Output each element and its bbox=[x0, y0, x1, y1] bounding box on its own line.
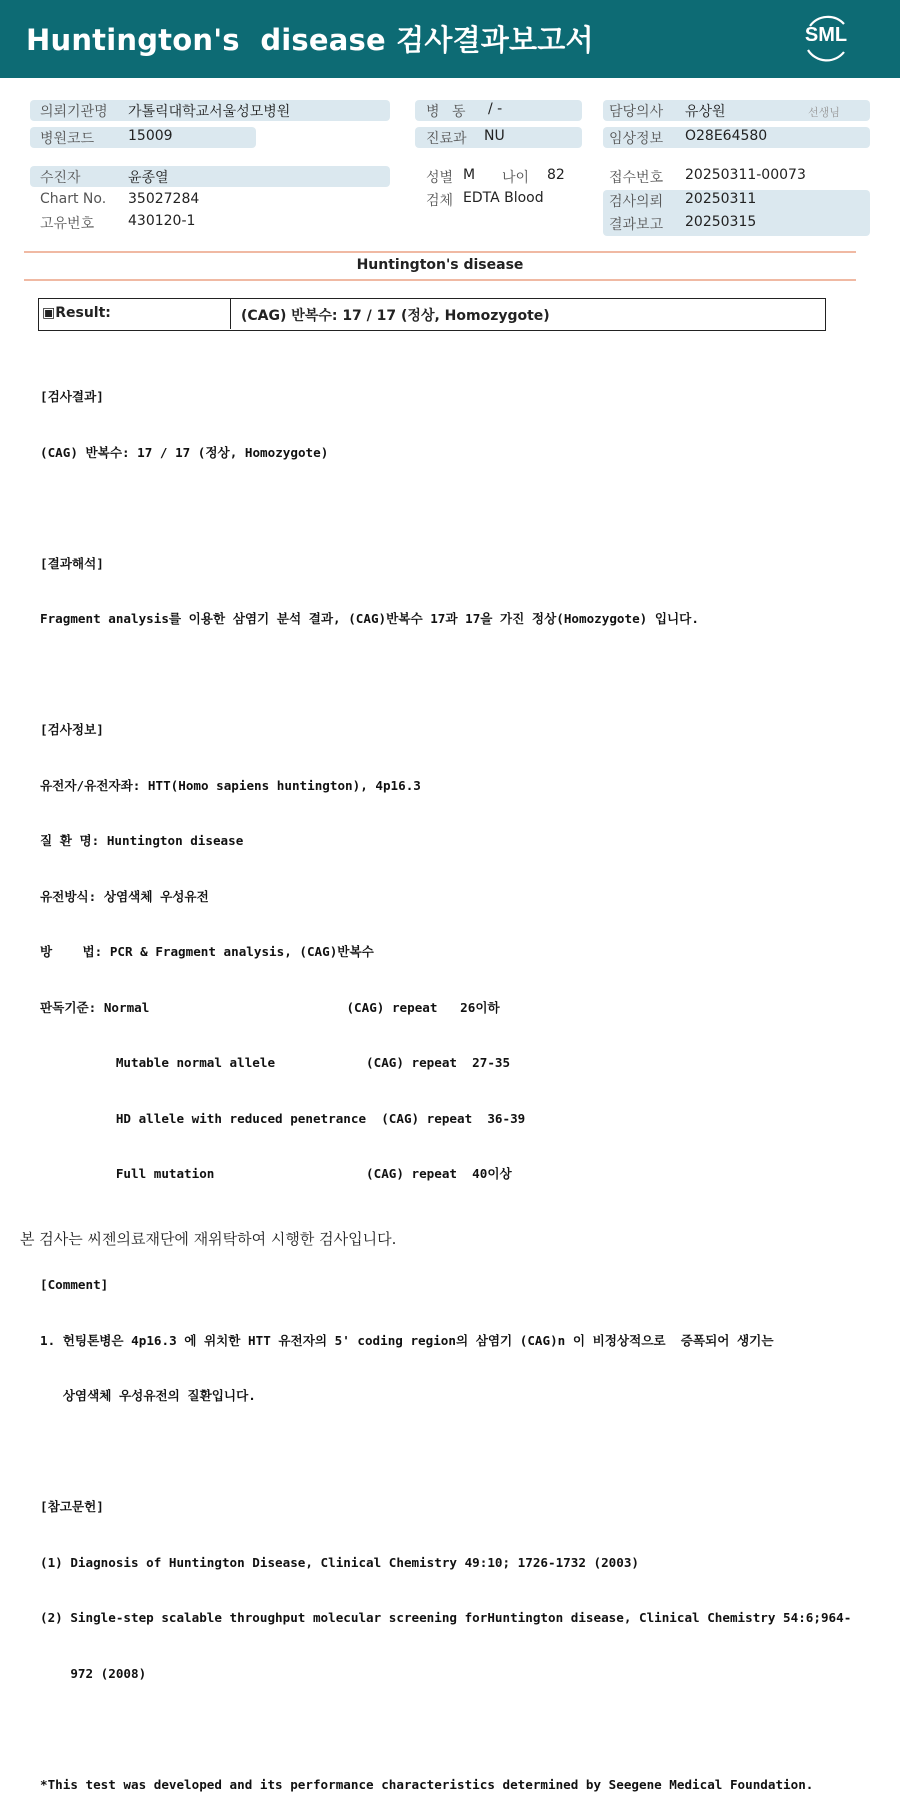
result-label: ▣Result: bbox=[39, 299, 231, 329]
request-value: 20250311 bbox=[685, 191, 757, 207]
report-header bbox=[0, 0, 900, 78]
report-line bbox=[40, 666, 851, 685]
report-line: [참고문헌] bbox=[40, 1499, 104, 1514]
patient-label: 수진자 bbox=[40, 170, 81, 186]
hospital-code-value: 15009 bbox=[128, 128, 173, 144]
report-line: Full mutation (CAG) repeat 40이상 bbox=[40, 1166, 512, 1181]
result-box bbox=[38, 298, 826, 331]
report-line: 유전자/유전자좌: HTT(Homo sapiens huntington), 4p16.3 bbox=[40, 777, 421, 793]
report-line: 상염색체 우성유전의 질환입니다. bbox=[40, 1388, 256, 1403]
section-divider-top bbox=[24, 251, 856, 253]
report-line: HD allele with reduced penetrance (CAG) repeat 36-39 bbox=[40, 1110, 526, 1126]
section-divider-bottom bbox=[24, 279, 856, 281]
unique-value: 430120-1 bbox=[128, 213, 196, 229]
doctor-label: 담당의사 bbox=[609, 104, 664, 120]
report-line: [결과해석] bbox=[40, 555, 104, 571]
clinical-label: 임상정보 bbox=[609, 131, 664, 147]
report-line: (2) Single-step scalable throughput molecular screening forHuntington disease, Clinical Chemistry 54:6;964- bbox=[40, 1610, 852, 1625]
specimen-label: 검체 bbox=[426, 193, 454, 209]
unique-label: 고유번호 bbox=[40, 216, 95, 232]
chart-value: 35027284 bbox=[128, 191, 200, 207]
patient-value: 윤종열 bbox=[128, 170, 169, 186]
department-value: NU bbox=[484, 128, 505, 144]
report-line: 유전방식: 상염색체 우성유전 bbox=[40, 888, 209, 904]
institution-label: 의뢰기관명 bbox=[40, 104, 108, 120]
doctor-value: 유상원 bbox=[685, 104, 726, 120]
result-value: (CAG) 반복수: 17 / 17 (정상, Homozygote) bbox=[241, 308, 550, 324]
report-line: [Comment] bbox=[40, 1277, 109, 1292]
report-line: 972 (2008) bbox=[40, 1665, 147, 1681]
report-line: 질 환 명: Huntington disease bbox=[40, 833, 244, 848]
section-title: Huntington's disease bbox=[356, 257, 524, 273]
sex-value: M bbox=[463, 167, 476, 183]
report-line bbox=[40, 1720, 851, 1739]
report-line: *This test was developed and its performance characteristics determined by Seegene Medical Foundation. bbox=[40, 1776, 814, 1792]
report-line: Mutable normal allele (CAG) repeat 27-35 bbox=[40, 1055, 511, 1070]
department-label: 진료과 bbox=[426, 131, 467, 147]
institution-value: 가톨릭대학교서울성모병원 bbox=[128, 104, 291, 120]
report-line bbox=[40, 1443, 851, 1462]
report-date-value: 20250315 bbox=[685, 214, 757, 230]
age-label: 나이 bbox=[502, 170, 530, 186]
sex-label: 성별 bbox=[426, 170, 454, 186]
report-line bbox=[40, 499, 851, 518]
ward-value: / - bbox=[488, 101, 503, 117]
sml-logo bbox=[800, 12, 852, 64]
ward-label: 병 동 bbox=[426, 104, 470, 120]
report-line: 1. 헌팅톤병은 4p16.3 에 위치한 HTT 유전자의 5' coding region의 삼염기 (CAG)n 이 비정상적으로 증폭되어 생기는 bbox=[40, 1332, 774, 1348]
patient-pill bbox=[30, 166, 390, 187]
report-line: (1) Diagnosis of Huntington Disease, Clinical Chemistry 49:10; 1726-1732 (2003) bbox=[40, 1554, 639, 1570]
report-line: [검사결과] bbox=[40, 389, 104, 404]
report-line: 방 법: PCR & Fragment analysis, (CAG)반복수 bbox=[40, 944, 374, 959]
report-line: [검사정보] bbox=[40, 722, 104, 737]
sml-logo-text: SML bbox=[804, 24, 848, 46]
clinical-value: O28E64580 bbox=[685, 128, 768, 144]
report-line: Fragment analysis를 이용한 삼염기 분석 결과, (CAG)반복수 17과 17을 가진 정상(Homozygote) 입니다. bbox=[40, 611, 699, 626]
report-line: 판독기준: Normal (CAG) repeat 26이하 bbox=[40, 999, 500, 1015]
specimen-value: EDTA Blood bbox=[463, 190, 544, 206]
age-value: 82 bbox=[547, 167, 565, 183]
report-line: (CAG) 반복수: 17 / 17 (정상, Homozygote) bbox=[40, 444, 329, 460]
report-date-label: 결과보고 bbox=[609, 217, 664, 233]
report-title: Huntington's disease 검사결과보고서 bbox=[26, 23, 594, 57]
footer-note: 본 검사는 씨젠의료재단에 재위탁하여 시행한 검사입니다. bbox=[20, 1230, 397, 1248]
request-label: 검사의뢰 bbox=[609, 194, 664, 210]
receipt-label: 접수번호 bbox=[609, 170, 664, 186]
doctor-suffix: 선생님 bbox=[808, 106, 840, 119]
hospital-code-label: 병원코드 bbox=[40, 131, 95, 147]
report-body bbox=[40, 351, 851, 1813]
chart-label: Chart No. bbox=[40, 191, 107, 207]
receipt-value: 20250311-00073 bbox=[685, 167, 806, 183]
